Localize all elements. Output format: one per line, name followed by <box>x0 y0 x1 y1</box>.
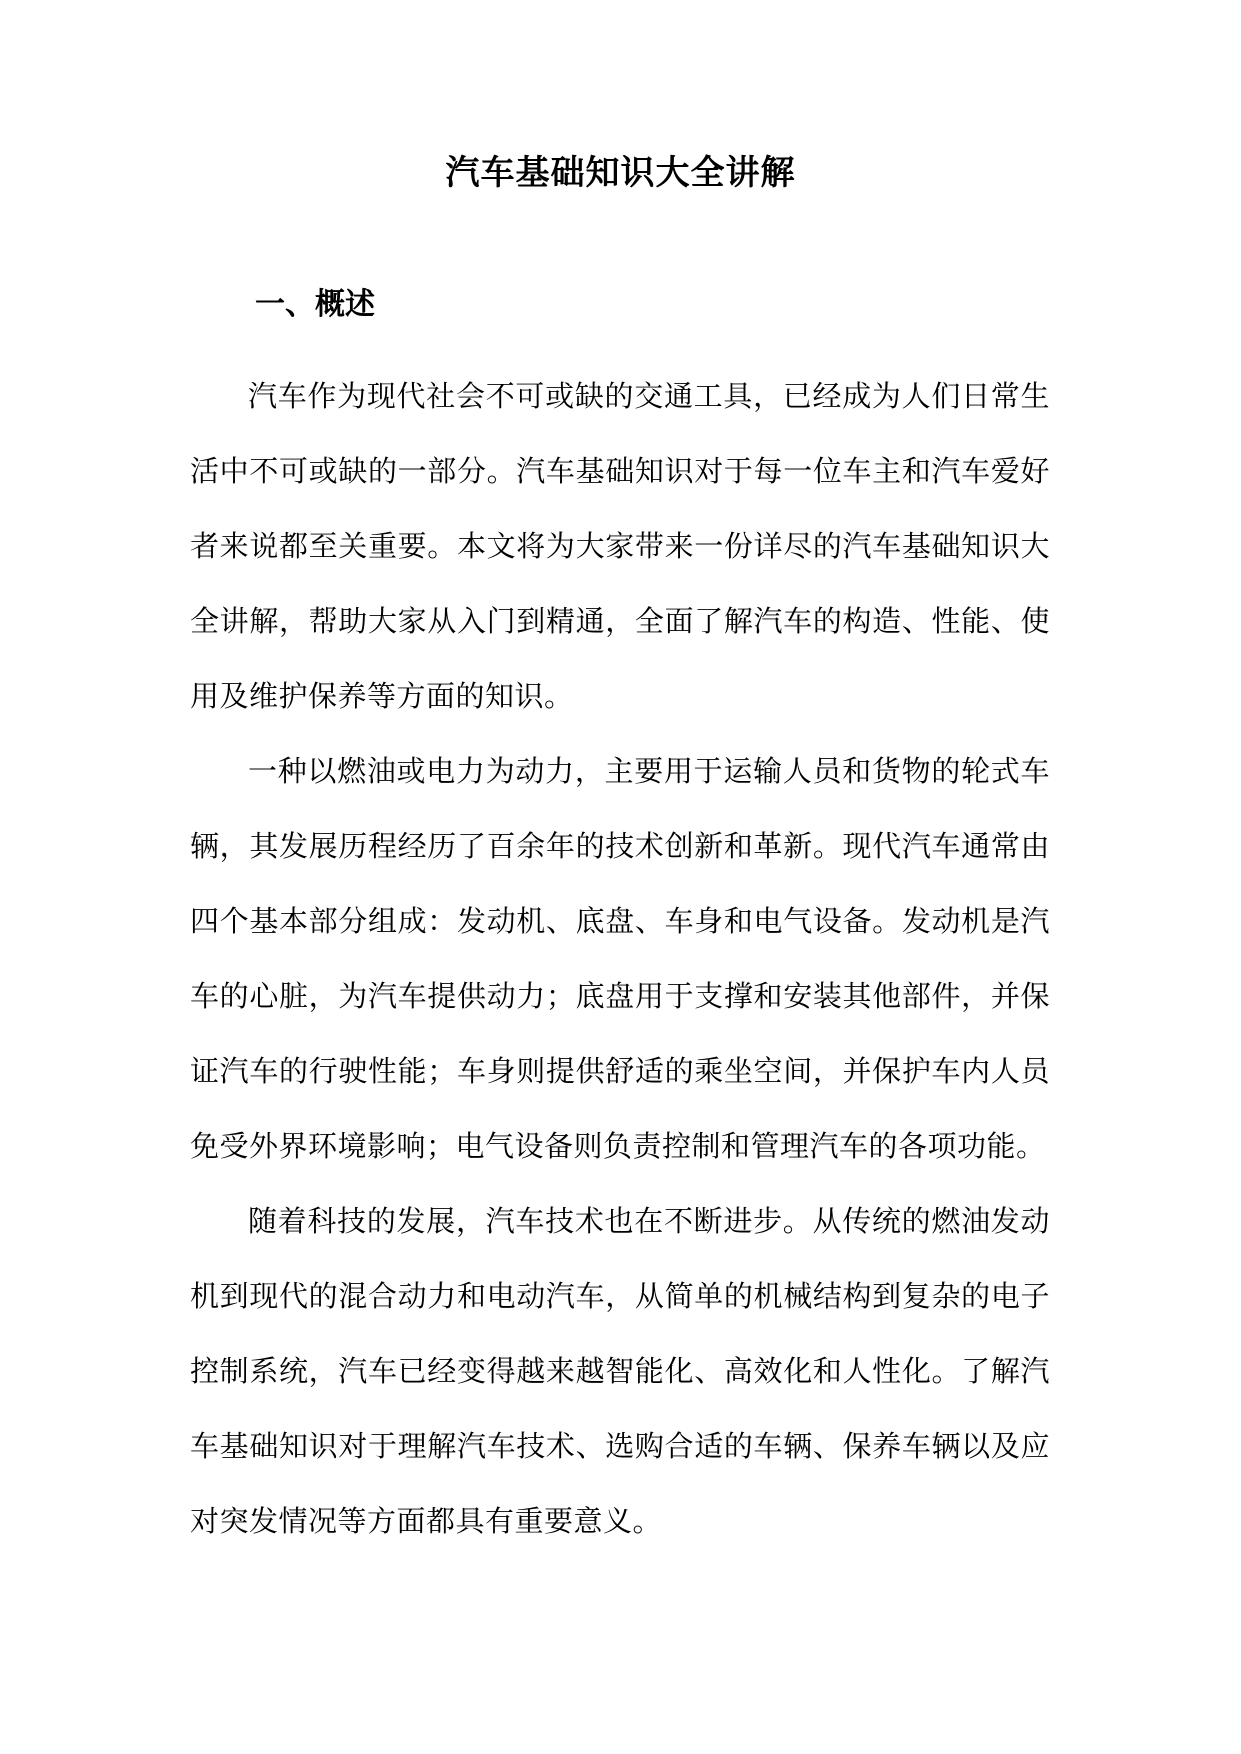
paragraph-intro: 汽车作为现代社会不可或缺的交通工具，已经成为人们日常生活中不可或缺的一部分。汽车基础知识对于每一位车主和汽车爱好者来说都至关重要。本文将为大家带来一份详尽的汽车基础知识大全讲解，帮助大家从入门到精通，全面了解汽车的构造、性能、使用及维护保养等方面的知识。 <box>190 379 1050 713</box>
paragraph-components: 一种以燃油或电力为动力，主要用于运输人员和货物的轮式车辆，其发展历程经历了百余年的技术创新和革新。现代汽车通常由四个基本部分组成：发动机、底盘、车身和电气设备。发动机是汽车的心脏，为汽车提供动力；底盘用于支撑和安装其他部件，并保证汽车的行驶性能；车身则提供舒适的乘坐空间，并保护车内人员免受外界环境影响；电气设备则负责控制和管理汽车的各项功能。 <box>190 754 1050 1163</box>
paragraph-technology: 随着科技的发展，汽车技术也在不断进步。从传统的燃油发动机到现代的混合动力和电动汽车，从简单的机械结构到复杂的电子控制系统，汽车已经变得越来越智能化、高效化和人性化。了解汽车基础知识对于理解汽车技术、选购合适的车辆、保养车辆以及应对突发情况等方面都具有重要意义。 <box>190 1204 1050 1538</box>
document-title: 汽车基础知识大全讲解 <box>445 153 796 193</box>
section-heading: 一、概述 <box>255 287 375 322</box>
document-body <box>190 359 1050 1559</box>
